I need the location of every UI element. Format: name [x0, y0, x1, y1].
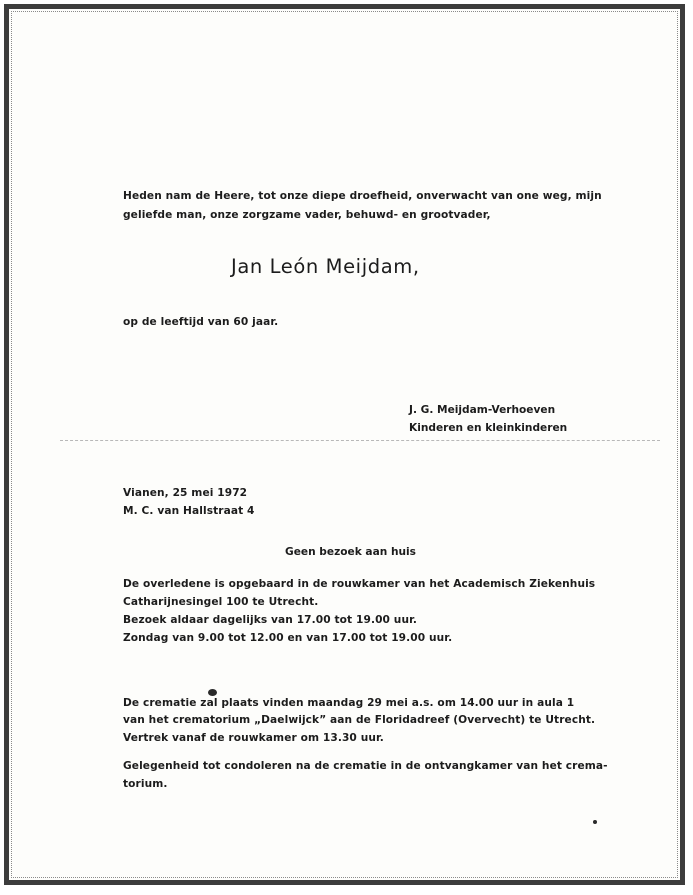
card-border — [4, 4, 685, 885]
no-visit-heading: Geen bezoek aan huis — [285, 546, 416, 558]
deceased-name: Jan León Meijdam, — [231, 255, 420, 278]
lying-in-state-line-3: Bezoek aldaar dagelijks van 17.00 tot 19.00 uur. — [123, 614, 418, 626]
condolence-line-2: torium. — [123, 778, 168, 790]
lying-in-state-line-4: Zondag van 9.00 tot 12.00 en van 17.00 tot 19.00 uur. — [123, 632, 453, 644]
intro-line-1: Heden nam de Heere, tot onze diepe droefheid, onverwacht van one weg, mijn — [123, 190, 602, 202]
intro-line-2: geliefde man, onze zorgzame vader, behuwd- en grootvader, — [123, 209, 491, 221]
place-date: Vianen, 25 mei 1972 — [123, 487, 248, 499]
lying-in-state-line-1: De overledene is opgebaard in de rouwkamer van het Academisch Ziekenhuis — [123, 578, 596, 590]
condolence-line-1: Gelegenheid tot condoleren na de crematie in de ontvangkamer van het crema- — [123, 760, 608, 772]
ink-smudge — [208, 689, 217, 696]
cremation-line-3: Vertrek vanaf de rouwkamer om 13.30 uur. — [123, 732, 384, 744]
address: M. C. van Hallstraat 4 — [123, 505, 255, 517]
cremation-line-2: van het crematorium „Daelwijck” aan de Floridadreef (Overvecht) te Utrecht. — [123, 714, 596, 726]
cremation-line-1: De crematie zal plaats vinden maandag 29 mei a.s. om 14.00 uur in aula 1 — [123, 697, 575, 709]
ink-speck — [593, 820, 597, 824]
fold-line — [60, 440, 660, 443]
family-line-1: J. G. Meijdam-Verhoeven — [409, 404, 556, 416]
age-line: op de leeftijd van 60 jaar. — [123, 316, 279, 328]
lying-in-state-line-2: Catharijnesingel 100 te Utrecht. — [123, 596, 319, 608]
family-line-2: Kinderen en kleinkinderen — [409, 422, 568, 434]
